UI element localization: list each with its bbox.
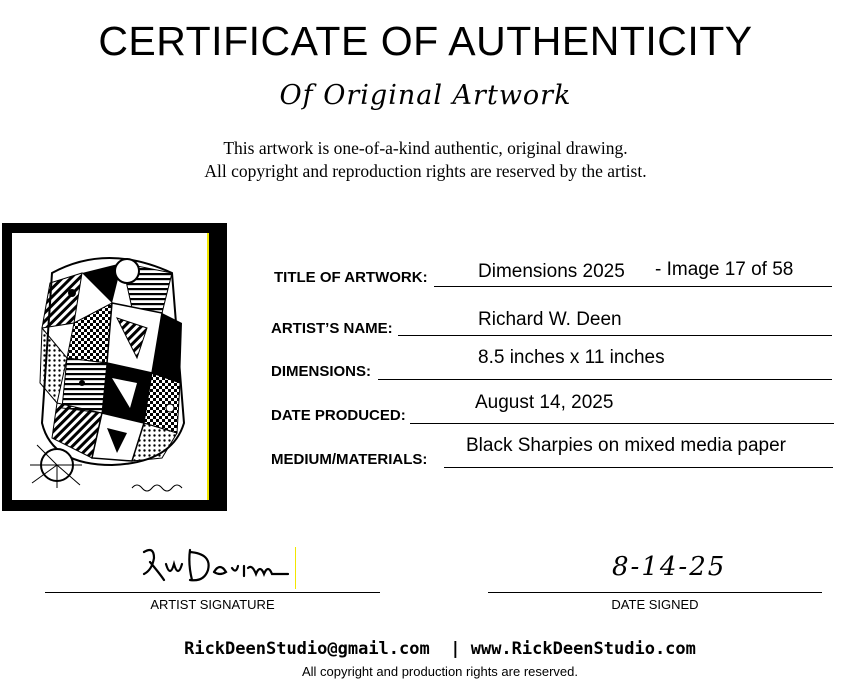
artwork-mat: [12, 233, 209, 500]
medium-label: MEDIUM/MATERIALS:: [271, 451, 428, 468]
title-line: [434, 286, 832, 287]
date-produced-value: August 14, 2025: [475, 392, 614, 413]
artwork-drawing: [12, 233, 207, 500]
certificate-subtitle: Of Original Artwork: [279, 80, 572, 111]
email-link[interactable]: RickDeenStudio@gmail.com: [184, 639, 430, 659]
date-signed-line: [488, 592, 822, 593]
artwork-thumbnail: [2, 223, 227, 511]
website-link[interactable]: www.RickDeenStudio.com: [470, 639, 696, 659]
dimensions-value: 8.5 inches x 11 inches: [478, 347, 665, 368]
medium-line: [444, 467, 833, 468]
intro-text: [0, 137, 851, 183]
date-produced-line: [410, 423, 834, 424]
signature-marker: [295, 547, 296, 589]
artist-signature-image: [140, 544, 300, 590]
date-signed-handwritten: 8-14-25: [612, 552, 727, 582]
artist-signature-line: [45, 592, 380, 593]
title-value-extra: - Image 17 of 58: [655, 259, 794, 280]
dimensions-line: [378, 379, 832, 380]
dimensions-label: DIMENSIONS:: [271, 363, 372, 380]
contact-line: [0, 639, 851, 659]
artist-value: Richard W. Deen: [478, 309, 622, 330]
title-value: Dimensions 2025: [478, 261, 625, 282]
intro-line-2: All copyright and reproduction rights are reserved by the artist.: [204, 161, 647, 181]
intro-line-1: This artwork is one-of-a-kind authentic, original drawing.: [223, 138, 628, 158]
artist-label: ARTIST’S NAME:: [271, 320, 393, 337]
certificate-title: CERTIFICATE OF AUTHENTICITY: [98, 18, 753, 64]
artist-line: [398, 335, 832, 336]
contact-separator: |: [450, 639, 461, 659]
date-signed-caption: DATE SIGNED: [611, 597, 699, 612]
artist-signature-caption: ARTIST SIGNATURE: [150, 597, 275, 612]
medium-value: Black Sharpies on mixed media paper: [466, 435, 787, 456]
rights-footer: All copyright and production rights are reserved.: [301, 664, 579, 679]
title-label: TITLE OF ARTWORK:: [274, 269, 428, 286]
date-produced-label: DATE PRODUCED:: [271, 407, 406, 424]
